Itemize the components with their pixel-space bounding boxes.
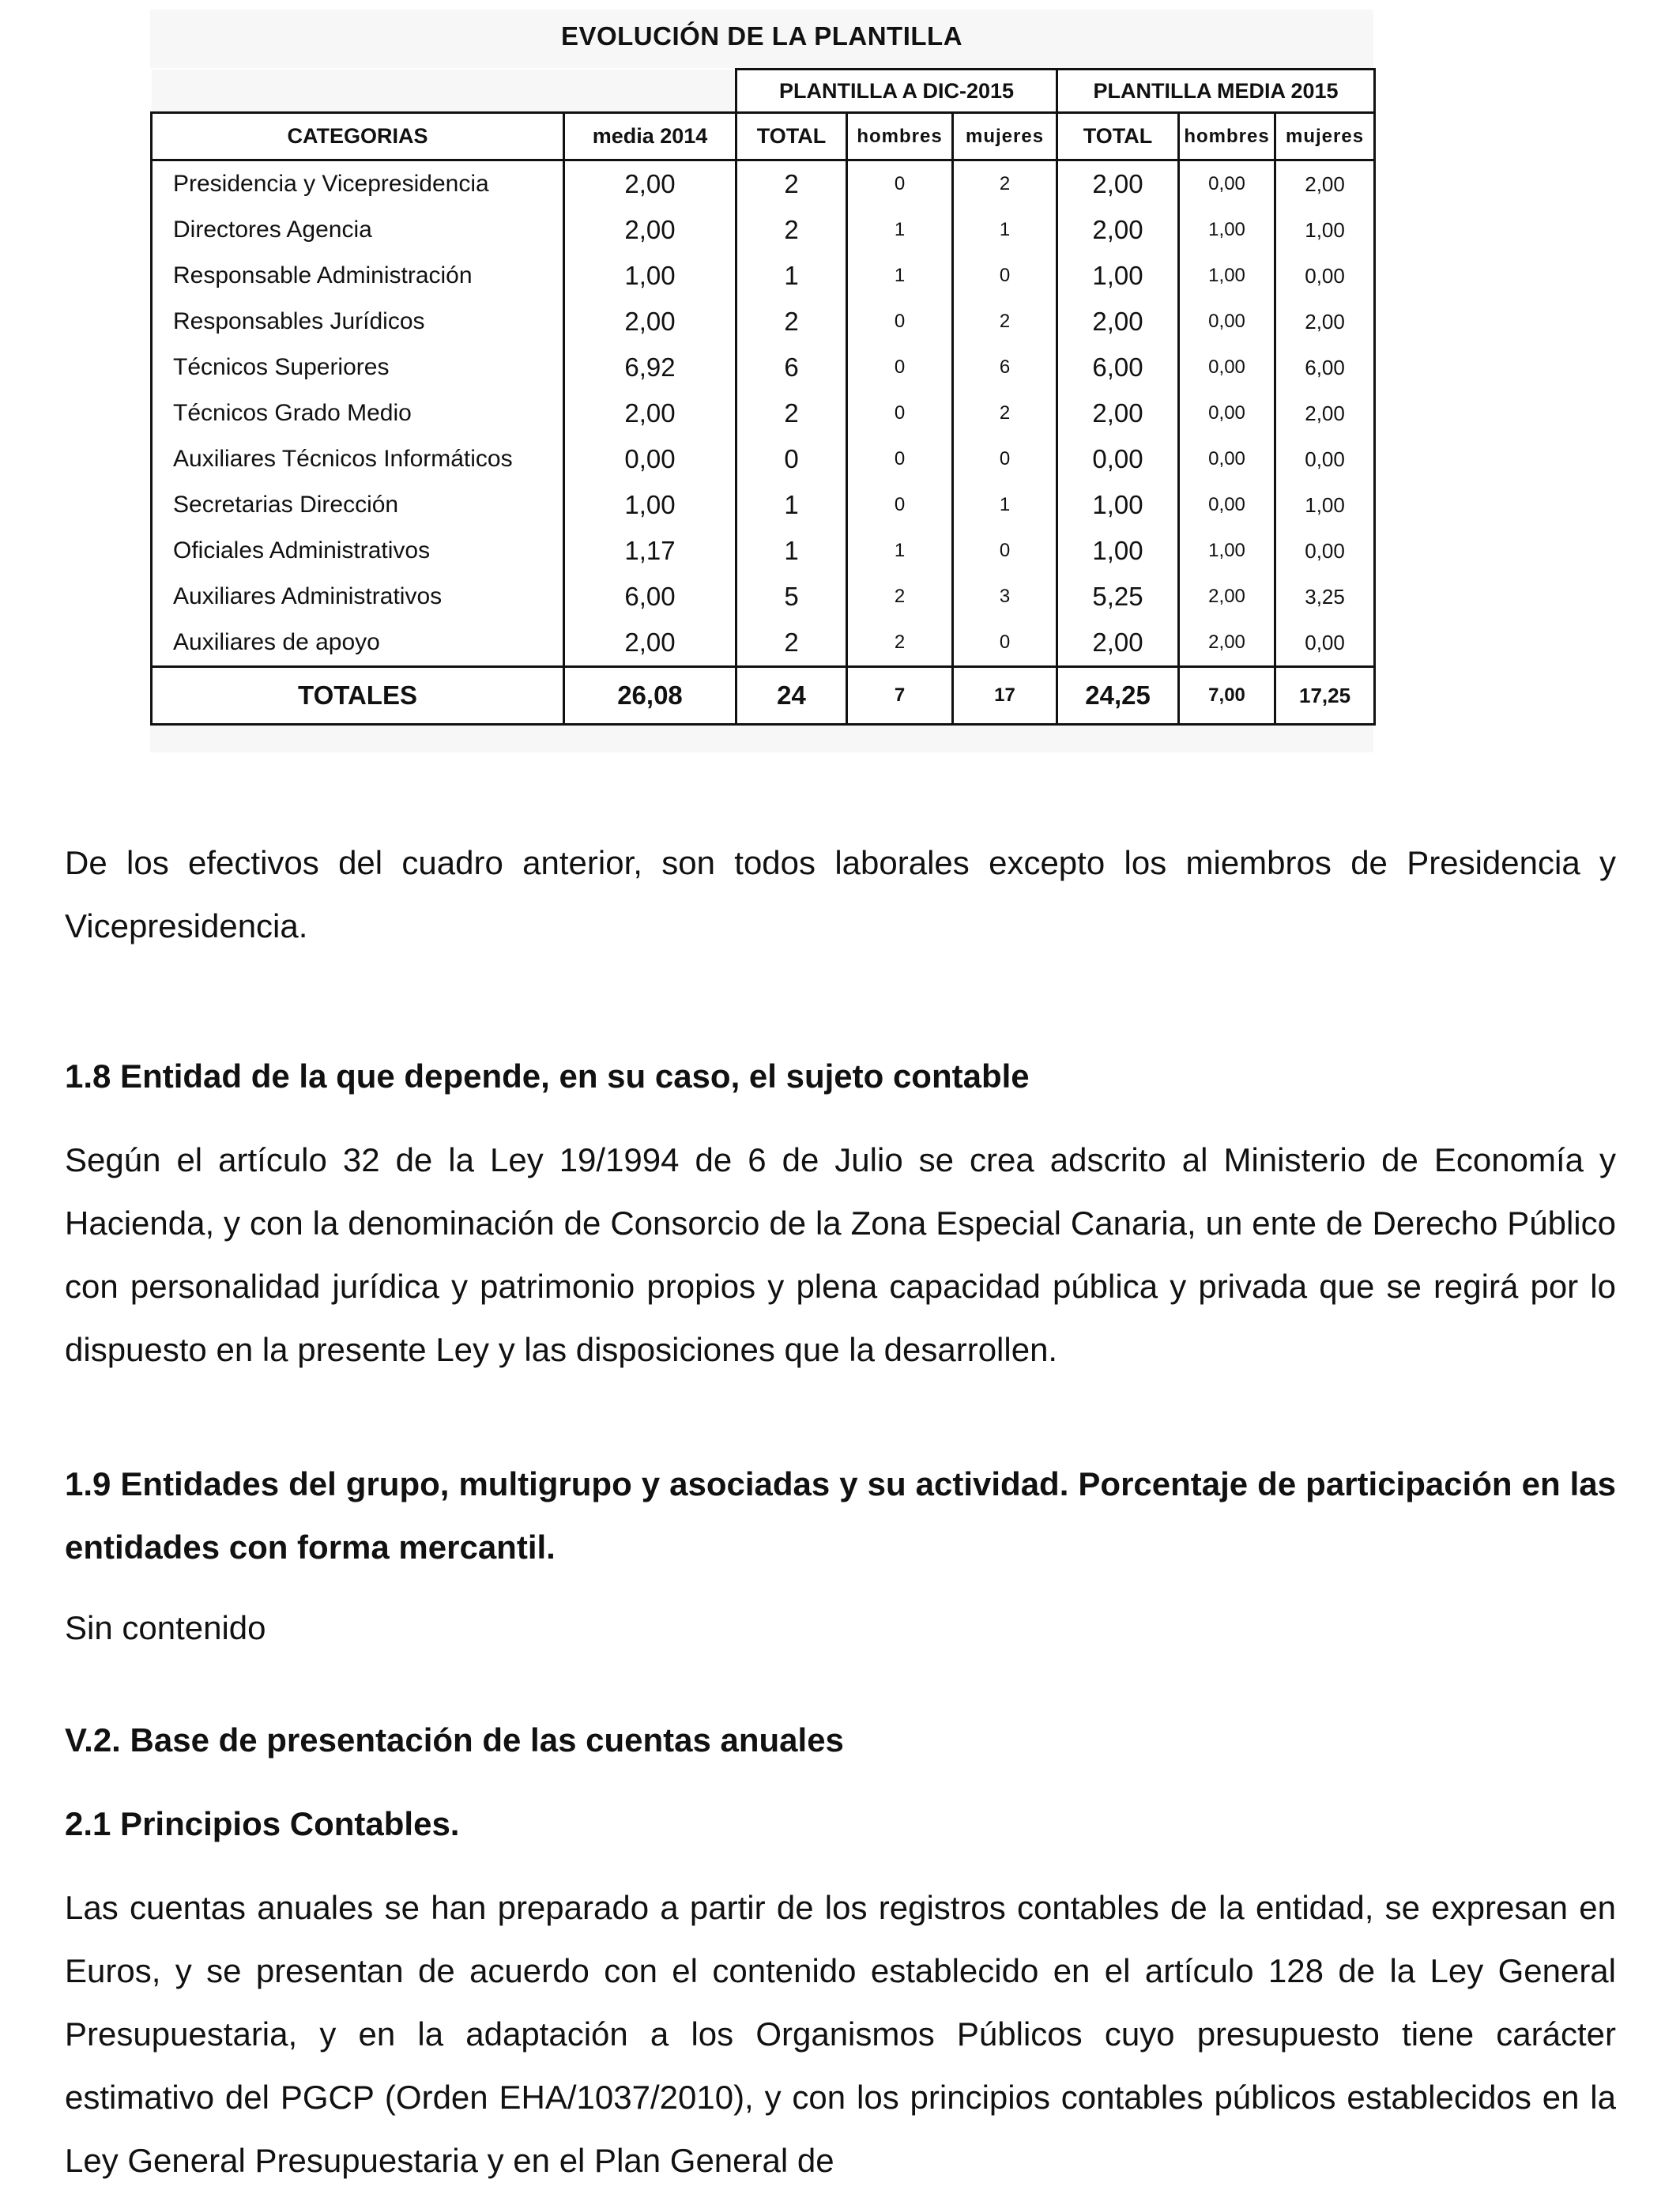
table-row: [152, 299, 1375, 345]
cell-dic-mujeres: 0: [953, 528, 1057, 574]
cell-dic-mujeres: 0: [953, 436, 1057, 482]
group-header-dic: PLANTILLA A DIC-2015: [736, 70, 1057, 113]
cell-media-hombres: 0,00: [1179, 345, 1275, 390]
cell-dic-mujeres: 1: [953, 207, 1057, 253]
cell-dic-total: 0: [736, 436, 847, 482]
cell-media-total: 6,00: [1057, 345, 1179, 390]
cell-categoria: Responsables Jurídicos: [152, 299, 564, 345]
cell-dic-total: 2: [736, 207, 847, 253]
staff-table: [150, 68, 1376, 726]
cell-dic-total: 2: [736, 620, 847, 667]
cell-media-total: 0,00: [1057, 436, 1179, 482]
cell-dic-hombres: 1: [847, 253, 953, 299]
totals-media-hombres: 7,00: [1179, 667, 1275, 725]
totals-media-total: 24,25: [1057, 667, 1179, 725]
cell-media-hombres: 0,00: [1179, 436, 1275, 482]
cell-media-total: 1,00: [1057, 253, 1179, 299]
cell-dic-hombres: 0: [847, 160, 953, 208]
cell-categoria: Auxiliares Administrativos: [152, 574, 564, 620]
cell-categoria: Técnicos Superiores: [152, 345, 564, 390]
cell-dic-mujeres: 0: [953, 620, 1057, 667]
table-row: [152, 620, 1375, 667]
cell-dic-hombres: 0: [847, 299, 953, 345]
cell-media-2014: 0,00: [564, 436, 736, 482]
cell-media-total: 1,00: [1057, 482, 1179, 528]
heading-1-8: 1.8 Entidad de la que depende, en su caso, el sujeto contable: [65, 1057, 1030, 1095]
cell-media-mujeres: 1,00: [1275, 207, 1375, 253]
cell-media-mujeres: 2,00: [1275, 299, 1375, 345]
cell-media-mujeres: 0,00: [1275, 620, 1375, 667]
cell-categoria: Directores Agencia: [152, 207, 564, 253]
cell-dic-total: 1: [736, 253, 847, 299]
cell-media-2014: 6,92: [564, 345, 736, 390]
table-row: [152, 253, 1375, 299]
heading-1-9: 1.9 Entidades del grupo, multigrupo y asociadas y su actividad. Porcentaje de participación en las entidades con forma mercantil.: [65, 1465, 1616, 1566]
totals-dic-hombres: 7: [847, 667, 953, 725]
group-header-media: PLANTILLA MEDIA 2015: [1057, 70, 1375, 113]
col-header-dic-mujeres: mujeres: [953, 113, 1057, 160]
table-row: [152, 482, 1375, 528]
table-row: [152, 390, 1375, 436]
totals-dic-total: 24: [736, 667, 847, 725]
cell-media-2014: 1,00: [564, 482, 736, 528]
group-header-row: [152, 70, 1375, 113]
cell-dic-total: 2: [736, 160, 847, 208]
totals-media-2014: 26,08: [564, 667, 736, 725]
cell-media-mujeres: 6,00: [1275, 345, 1375, 390]
col-header-dic-hombres: hombres: [847, 113, 953, 160]
cell-media-total: 2,00: [1057, 390, 1179, 436]
table-row: [152, 207, 1375, 253]
cell-media-total: 2,00: [1057, 207, 1179, 253]
cell-dic-mujeres: 2: [953, 299, 1057, 345]
cell-media-hombres: 2,00: [1179, 574, 1275, 620]
cell-dic-total: 5: [736, 574, 847, 620]
cell-media-2014: 1,17: [564, 528, 736, 574]
cell-media-2014: 1,00: [564, 253, 736, 299]
cell-media-mujeres: 2,00: [1275, 160, 1375, 208]
cell-dic-hombres: 1: [847, 528, 953, 574]
paragraph-efectivos: De los efectivos del cuadro anterior, son todos laborales excepto los miembros de Presidencia y Vicepresidencia.: [65, 844, 1616, 944]
cell-dic-mujeres: 1: [953, 482, 1057, 528]
cell-dic-total: 2: [736, 390, 847, 436]
cell-media-hombres: 1,00: [1179, 207, 1275, 253]
table-title: EVOLUCIÓN DE LA PLANTILLA: [560, 21, 963, 51]
paragraph-principios: Las cuentas anuales se han preparado a partir de los registros contables de la entidad, se expresan en Euros, y se presentan de acuerdo con el contenido establecido en el artículo 128 de la Ley General Presupuestaria, y en la adaptación a los Organismos Públicos cuyo presupuesto tiene carácter estimativo del PGCP (Orden EHA/1037/2010), y con los principios contables públicos establecidos en la Ley General Presupuestaria y en el Plan General de: [65, 1889, 1616, 2179]
cell-dic-hombres: 2: [847, 620, 953, 667]
cell-media-total: 1,00: [1057, 528, 1179, 574]
cell-media-mujeres: 2,00: [1275, 390, 1375, 436]
cell-media-hombres: 0,00: [1179, 299, 1275, 345]
cell-media-mujeres: 3,25: [1275, 574, 1375, 620]
cell-dic-mujeres: 2: [953, 160, 1057, 208]
cell-media-hombres: 0,00: [1179, 390, 1275, 436]
cell-dic-mujeres: 3: [953, 574, 1057, 620]
cell-media-2014: 6,00: [564, 574, 736, 620]
cell-dic-total: 2: [736, 299, 847, 345]
cell-media-2014: 2,00: [564, 160, 736, 208]
totals-media-mujeres: 17,25: [1275, 667, 1375, 725]
paragraph-entidad: Según el artículo 32 de la Ley 19/1994 de 6 de Julio se crea adscrito al Ministerio de Economía y Hacienda, y con la denominación de Consorcio de la Zona Especial Canaria, un ente de Derecho Público con personalidad jurídica y patrimonio propios y plena capacidad pública y privada que se regirá por lo dispuesto en la presente Ley y las disposiciones que la desarrollen.: [65, 1141, 1616, 1368]
cell-dic-hombres: 0: [847, 436, 953, 482]
cell-media-hombres: 0,00: [1179, 482, 1275, 528]
paragraph-sin-contenido: Sin contenido: [65, 1609, 266, 1646]
cell-categoria: Secretarias Dirección: [152, 482, 564, 528]
cell-categoria: Oficiales Administrativos: [152, 528, 564, 574]
table-row: [152, 345, 1375, 390]
cell-media-total: 2,00: [1057, 160, 1179, 208]
staff-table-section: [150, 9, 1373, 752]
cell-media-total: 2,00: [1057, 620, 1179, 667]
cell-media-mujeres: 0,00: [1275, 528, 1375, 574]
cell-dic-hombres: 0: [847, 482, 953, 528]
cell-media-mujeres: 1,00: [1275, 482, 1375, 528]
heading-v2: V.2. Base de presentación de las cuentas anuales: [65, 1721, 844, 1759]
table-row: [152, 160, 1375, 208]
col-header-media-hombres: hombres: [1179, 113, 1275, 160]
col-header-dic-total: TOTAL: [736, 113, 847, 160]
cell-media-2014: 2,00: [564, 620, 736, 667]
cell-media-2014: 2,00: [564, 390, 736, 436]
cell-dic-mujeres: 0: [953, 253, 1057, 299]
cell-media-hombres: 2,00: [1179, 620, 1275, 667]
cell-media-2014: 2,00: [564, 207, 736, 253]
table-row: [152, 436, 1375, 482]
cell-dic-total: 1: [736, 482, 847, 528]
cell-categoria: Auxiliares Técnicos Informáticos: [152, 436, 564, 482]
cell-categoria: Presidencia y Vicepresidencia: [152, 160, 564, 208]
cell-media-mujeres: 0,00: [1275, 253, 1375, 299]
cell-dic-hombres: 2: [847, 574, 953, 620]
cell-media-total: 2,00: [1057, 299, 1179, 345]
cell-categoria: Técnicos Grado Medio: [152, 390, 564, 436]
cell-media-hombres: 0,00: [1179, 160, 1275, 208]
heading-2-1: 2.1 Principios Contables.: [65, 1805, 460, 1842]
cell-categoria: Responsable Administración: [152, 253, 564, 299]
col-header-categorias: CATEGORIAS: [152, 113, 564, 160]
totals-label: TOTALES: [152, 667, 564, 725]
cell-categoria: Auxiliares de apoyo: [152, 620, 564, 667]
totals-row: [152, 667, 1375, 725]
col-header-media-total: TOTAL: [1057, 113, 1179, 160]
cell-media-total: 5,25: [1057, 574, 1179, 620]
cell-media-mujeres: 0,00: [1275, 436, 1375, 482]
cell-dic-mujeres: 6: [953, 345, 1057, 390]
column-header-row: [152, 113, 1375, 160]
cell-dic-mujeres: 2: [953, 390, 1057, 436]
cell-dic-hombres: 0: [847, 390, 953, 436]
cell-media-hombres: 1,00: [1179, 528, 1275, 574]
cell-dic-hombres: 1: [847, 207, 953, 253]
cell-dic-total: 6: [736, 345, 847, 390]
col-header-media-2014: media 2014: [564, 113, 736, 160]
table-row: [152, 574, 1375, 620]
table-row: [152, 528, 1375, 574]
cell-dic-hombres: 0: [847, 345, 953, 390]
totals-dic-mujeres: 17: [953, 667, 1057, 725]
cell-media-hombres: 1,00: [1179, 253, 1275, 299]
cell-media-2014: 2,00: [564, 299, 736, 345]
col-header-media-mujeres: mujeres: [1275, 113, 1375, 160]
cell-dic-total: 1: [736, 528, 847, 574]
